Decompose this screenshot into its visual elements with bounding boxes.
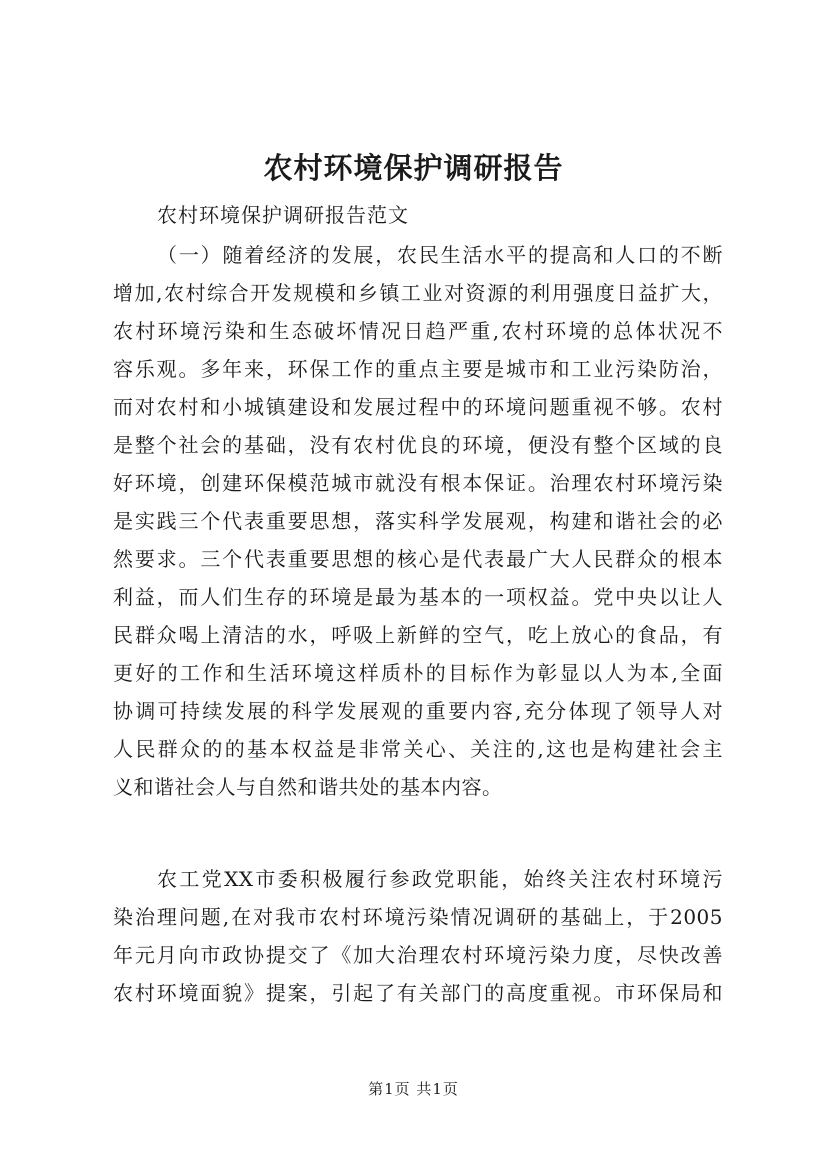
paragraph-line: 增加,农村综合开发规模和乡镇工业对资源的利用强度日益扩大， xyxy=(113,281,723,305)
paragraph-line: 民群众喝上清洁的水，呼吸上新鲜的空气，吃上放心的食品，有 xyxy=(113,623,723,647)
paragraph-line: 年元月向市政协提交了《加大治理农村环境污染力度，尽快改善 xyxy=(113,943,723,967)
document-subtitle: 农村环境保护调研报告范文 xyxy=(157,203,409,227)
paragraph-line: 农工党XX市委积极履行参政党职能，始终关注农村环境污 xyxy=(157,867,723,891)
paragraph-line: 农村环境面貌》提案，引起了有关部门的高度重视。市环保局和 xyxy=(113,981,723,1005)
paragraph-2 xyxy=(113,860,723,1012)
paragraph-line: 农村环境污染和生态破坏情况日趋严重,农村环境的总体状况不 xyxy=(113,319,723,343)
paragraph-line: 更好的工作和生活环境这样质朴的目标作为彰显以人为本,全面 xyxy=(113,661,723,685)
paragraph-line: 利益，而人们生存的环境是最为基本的一项权益。党中央以让人 xyxy=(113,585,723,609)
paragraph-line: 好环境，创建环保模范城市就没有根本保证。治理农村环境污染 xyxy=(113,471,723,495)
paragraph-line: （一）随着经济的发展，农民生活水平的提高和人口的不断 xyxy=(157,243,723,267)
paragraph-line: 是实践三个代表重要思想，落实科学发展观，构建和谐社会的必 xyxy=(113,509,723,533)
page-footer: 第1页 共1页 xyxy=(368,1080,459,1098)
paragraph-line: 染治理问题,在对我市农村环境污染情况调研的基础上，于2005 xyxy=(113,905,723,929)
paragraph-line: 容乐观。多年来，环保工作的重点主要是城市和工业污染防治， xyxy=(113,357,723,381)
paragraph-1 xyxy=(113,236,723,806)
document-title: 农村环境保护调研报告 xyxy=(263,151,564,185)
paragraph-line: 是整个社会的基础，没有农村优良的环境，便没有整个区域的良 xyxy=(113,433,723,457)
paragraph-line: 义和谐社会人与自然和谐共处的基本内容。 xyxy=(113,775,503,799)
paragraph-line: 协调可持续发展的科学发展观的重要内容,充分体现了领导人对 xyxy=(113,699,723,723)
paragraph-line: 而对农村和小城镇建设和发展过程中的环境问题重视不够。农村 xyxy=(113,395,723,419)
paragraph-line: 然要求。三个代表重要思想的核心是代表最广大人民群众的根本 xyxy=(113,547,723,571)
paragraph-line: 人民群众的的基本权益是非常关心、关注的,这也是构建社会主 xyxy=(113,737,723,761)
